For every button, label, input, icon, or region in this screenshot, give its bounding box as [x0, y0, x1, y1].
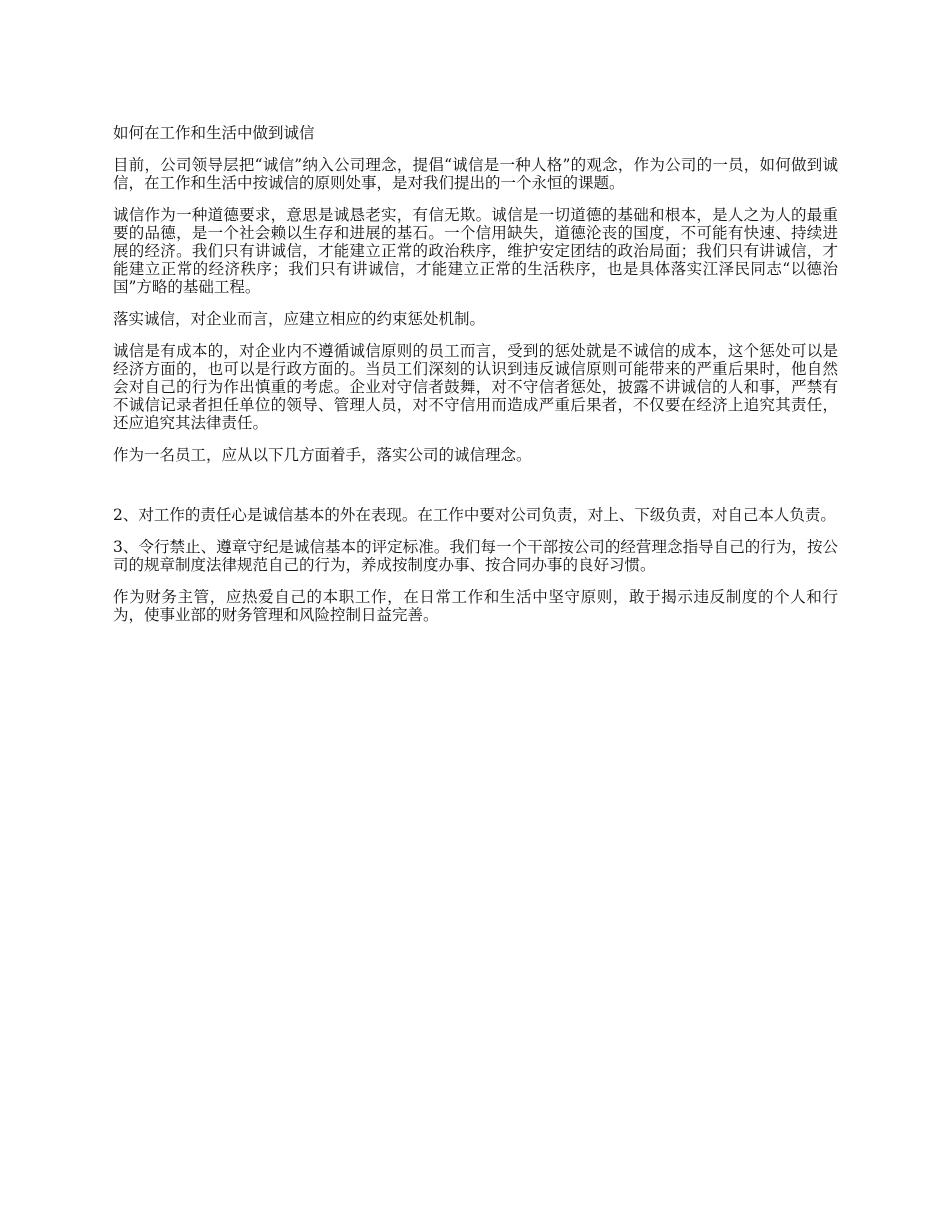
paragraph-enterprise: 落实诚信，对企业而言，应建立相应的约束惩处机制。: [113, 310, 486, 328]
paragraph-definition: 诚信作为一种道德要求，意思是诚恳老实，有信无欺。诚信是一切道德的基础和根本，是人之为人的最重要的品德，是一个社会赖以生存和进展的基石。一个信用缺失，道德沦丧的国度，不可能有快速、持续进展的经济。我们只有讲诚信，才能建立正常的政治秩序，维护安定团结的政治局面；我们只有讲诚信，才能建立正常的经济秩序；我们只有讲诚信，才能建立正常的生活秩序，也是具体落实江泽民同志“以德治国”方略的基础工程。: [113, 206, 838, 296]
paragraph-point-2: 2、对工作的责任心是诚信基本的外在表现。在工作中要对公司负责，对上、下级负责，对自己本人负责。: [113, 506, 836, 524]
paragraph-cost: 诚信是有成本的，对企业内不遵循诚信原则的员工而言，受到的惩处就是不诚信的成本，这个惩处可以是经济方面的，也可以是行政方面的。当员工们深刻的认识到违反诚信原则可能带来的严重后果时，他自然会对自己的行为作出慎重的考虑。企业对守信者鼓舞，对不守信者惩处，披露不讲诚信的人和事，严禁有不诚信记录者担任单位的领导、管理人员，对不守信用而造成严重后果者，不仅要在经济上追究其责任，还应追究其法律责任。: [113, 342, 838, 432]
paragraph-employee: 作为一名员工，应从以下几方面着手，落实公司的诚信理念。: [113, 446, 532, 464]
document-title: 如何在工作和生活中做到诚信: [113, 124, 315, 142]
document-body: [113, 124, 838, 638]
paragraph-intro: 目前，公司领导层把“诚信”纳入公司理念，提倡“诚信是一种人格”的观念，作为公司的一员，如何做到诚信，在工作和生活中按诚信的原则处事，是对我们提出的一个永恒的课题。: [113, 156, 838, 192]
paragraph-finance: 作为财务主管，应热爱自己的本职工作，在日常工作和生活中坚守原则，敢于揭示违反制度的个人和行为，使事业部的财务管理和风险控制日益完善。: [113, 588, 838, 624]
paragraph-point-3: 3、令行禁止、遵章守纪是诚信基本的评定标准。我们每一个干部按公司的经营理念指导自己的行为，按公司的规章制度法律规范自己的行为，养成按制度办事、按合同办事的良好习惯。: [113, 538, 838, 574]
blank-space: [113, 478, 838, 506]
